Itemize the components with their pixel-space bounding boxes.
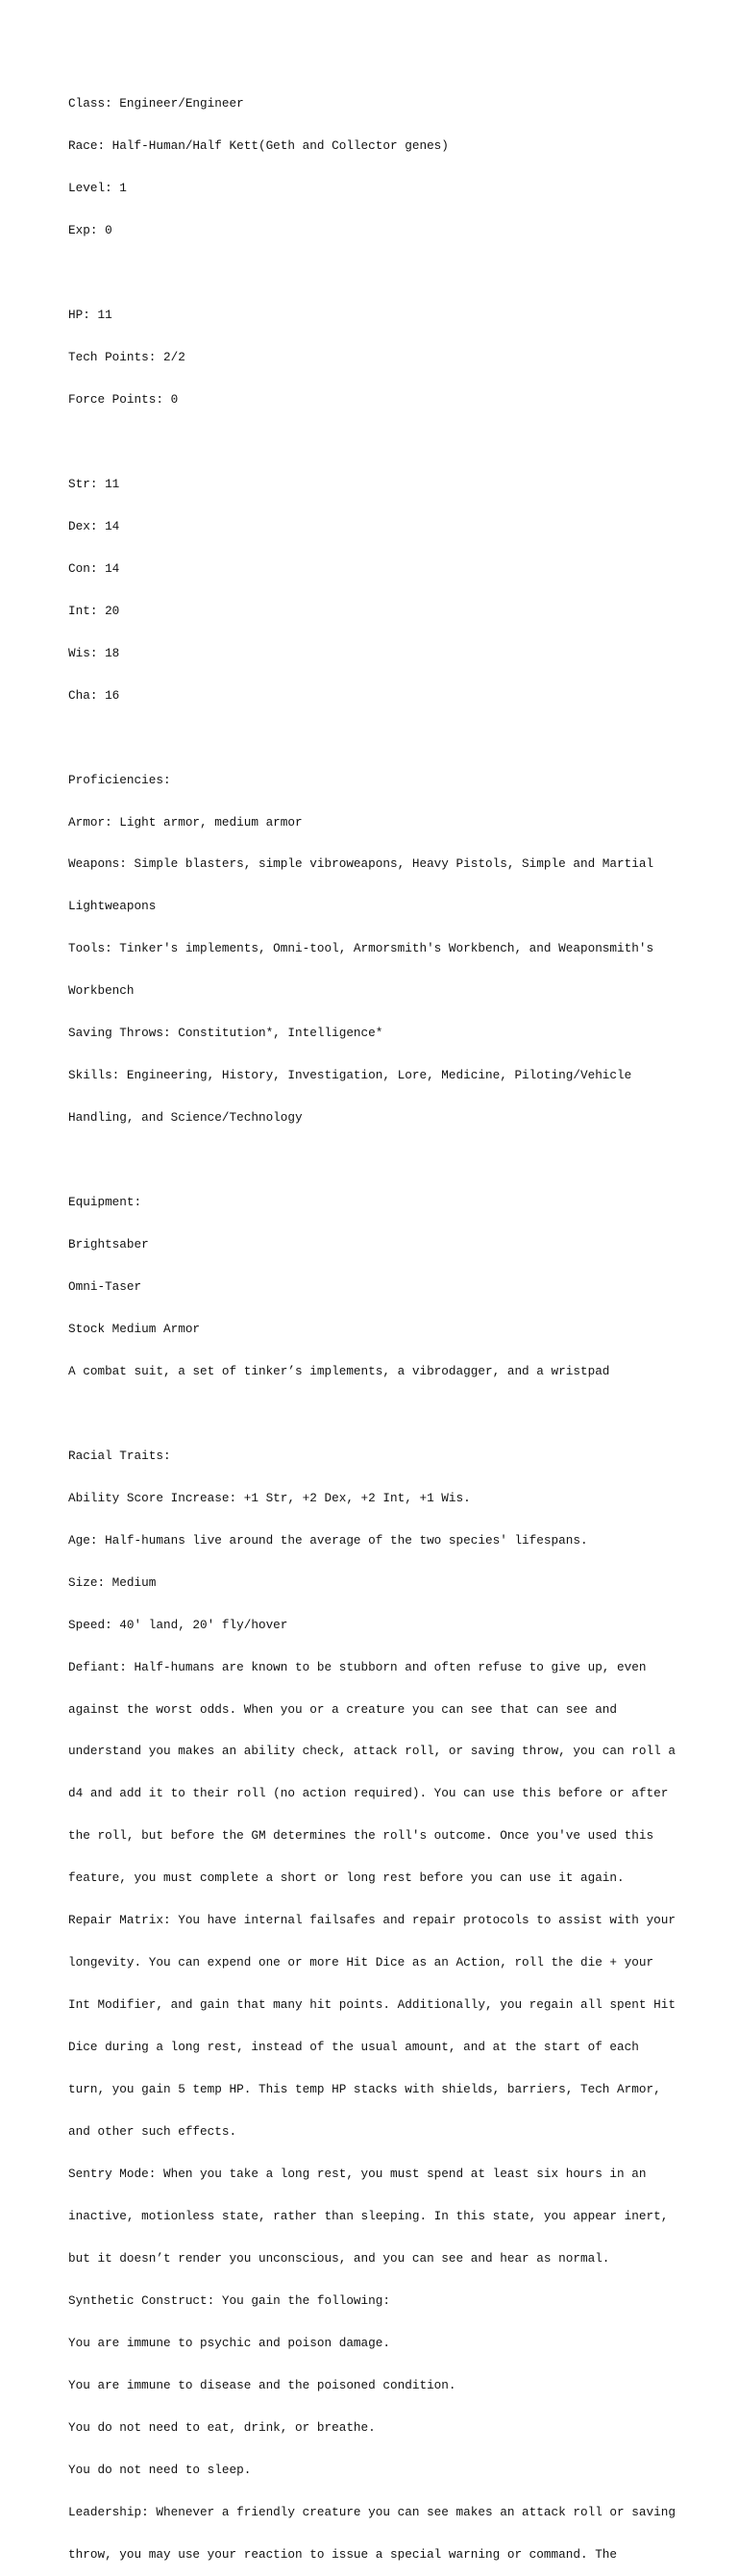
blank-line (68, 1407, 683, 1422)
repair-matrix-line-cont: Dice during a long rest, instead of the usual amount, and at the start of each (68, 2040, 639, 2055)
synthetic-construct-line: Synthetic Construct: You gain the following: (68, 2292, 391, 2308)
ability-score-line: Ability Score Increase: +1 Str, +2 Dex, +2 Int, +1 Wis. (68, 1490, 471, 1505)
leadership-line: Leadership: Whenever a friendly creature you can see makes an attack roll or saving (68, 2504, 676, 2519)
blank-line (68, 435, 683, 450)
force-points-line: Force Points: 0 (68, 391, 179, 407)
saving-throws-line: Saving Throws: Constitution*, Intelligence* (68, 1026, 383, 1041)
equipment-item: Omni-Taser (68, 1279, 142, 1294)
speed-line: Speed: 40' land, 20' fly/hover (68, 1617, 288, 1632)
equipment-heading: Equipment: (68, 1195, 142, 1210)
synthetic-construct-item: You do not need to eat, drink, or breathe. (68, 2419, 376, 2435)
synthetic-construct-item: You do not need to sleep. (68, 2462, 252, 2477)
defiant-line-cont: the roll, but before the GM determines the roll's outcome. Once you've used this (68, 1828, 654, 1844)
blank-line (68, 1153, 683, 1168)
defiant-line-cont: d4 and add it to their roll (no action required). You can use this before or after (68, 1786, 669, 1801)
document-page (68, 69, 683, 2576)
str-line: Str: 11 (68, 476, 120, 491)
con-line: Con: 14 (68, 560, 120, 576)
tools-line-cont: Workbench (68, 983, 135, 999)
racial-traits-heading: Racial Traits: (68, 1448, 171, 1463)
synthetic-construct-item: You are immune to psychic and poison damage. (68, 2335, 391, 2350)
cha-line: Cha: 16 (68, 687, 120, 703)
equipment-item: Brightsaber (68, 1237, 149, 1252)
sentry-mode-line-cont: but it doesn’t render you unconscious, and you can see and hear as normal. (68, 2250, 610, 2266)
level-line: Level: 1 (68, 181, 127, 196)
defiant-line-cont: against the worst odds. When you or a creature you can see that can see and (68, 1701, 618, 1717)
repair-matrix-line-cont: and other such effects. (68, 2124, 237, 2140)
dex-line: Dex: 14 (68, 518, 120, 533)
skills-line: Skills: Engineering, History, Investigation, Lore, Medicine, Piloting/Vehicle (68, 1068, 632, 1083)
synthetic-construct-item: You are immune to disease and the poisoned condition. (68, 2377, 456, 2392)
tools-line: Tools: Tinker's implements, Omni-tool, Armorsmith's Workbench, and Weaponsmith's (68, 941, 654, 956)
blank-line (68, 266, 683, 281)
exp-line: Exp: 0 (68, 223, 112, 238)
size-line: Size: Medium (68, 1574, 157, 1590)
weapons-line: Weapons: Simple blasters, simple vibroweapons, Heavy Pistols, Simple and Martial (68, 856, 654, 872)
int-line: Int: 20 (68, 603, 120, 618)
weapons-line-cont: Lightweapons (68, 899, 157, 914)
equipment-item: Stock Medium Armor (68, 1321, 201, 1336)
wis-line: Wis: 18 (68, 645, 120, 660)
defiant-line: Defiant: Half-humans are known to be stubborn and often refuse to give up, even (68, 1659, 647, 1674)
defiant-line-cont: feature, you must complete a short or long rest before you can use it again. (68, 1870, 625, 1886)
repair-matrix-line-cont: longevity. You can expend one or more Hit Dice as an Action, roll the die + your (68, 1955, 654, 1970)
leadership-line-cont: throw, you may use your reaction to issue a special warning or command. The (68, 2546, 618, 2562)
repair-matrix-line: Repair Matrix: You have internal failsafes and repair protocols to assist with your (68, 1913, 676, 1928)
sentry-mode-line: Sentry Mode: When you take a long rest, you must spend at least six hours in an (68, 2167, 647, 2182)
proficiencies-heading: Proficiencies: (68, 772, 171, 787)
repair-matrix-line-cont: turn, you gain 5 temp HP. This temp HP stacks with shields, barriers, Tech Armor, (68, 2082, 661, 2097)
equipment-item: A combat suit, a set of tinker’s implements, a vibrodagger, and a wristpad (68, 1363, 610, 1378)
defiant-line-cont: understand you makes an ability check, attack roll, or saving throw, you can roll a (68, 1744, 676, 1759)
race-line: Race: Half-Human/Half Kett(Geth and Collector genes) (68, 138, 449, 154)
class-line: Class: Engineer/Engineer (68, 96, 244, 111)
skills-line-cont: Handling, and Science/Technology (68, 1110, 303, 1126)
tech-points-line: Tech Points: 2/2 (68, 350, 185, 365)
repair-matrix-line-cont: Int Modifier, and gain that many hit points. Additionally, you regain all spent Hit (68, 1997, 676, 2013)
sentry-mode-line-cont: inactive, motionless state, rather than sleeping. In this state, you appear inert, (68, 2208, 669, 2223)
blank-line (68, 731, 683, 746)
hp-line: HP: 11 (68, 308, 112, 323)
armor-line: Armor: Light armor, medium armor (68, 814, 303, 830)
age-line: Age: Half-humans live around the average of the two species' lifespans. (68, 1532, 588, 1548)
